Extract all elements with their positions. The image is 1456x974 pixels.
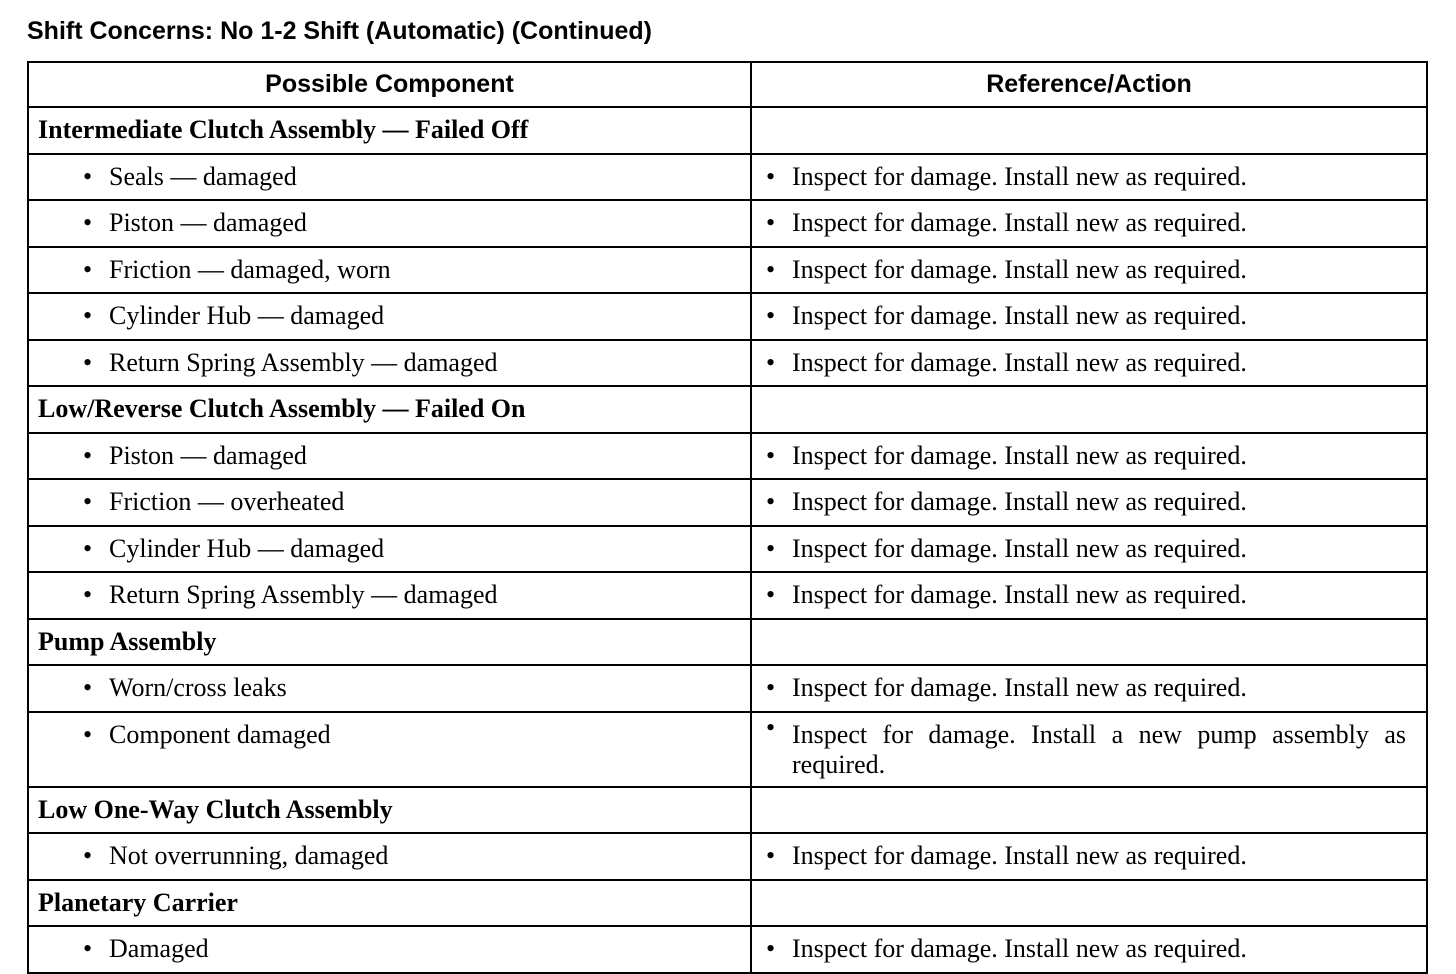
component-text: Cylinder Hub — damaged [109, 301, 385, 330]
bullet-icon: • [83, 841, 93, 870]
action-cell [751, 926, 1427, 973]
component-item [29, 834, 750, 879]
table-row [28, 665, 1427, 712]
bullet-icon: • [766, 934, 776, 963]
component-item [29, 201, 750, 246]
bullet-icon: • [83, 161, 93, 191]
action-cell [751, 154, 1427, 201]
bullet-icon: • [766, 580, 776, 609]
action-item [752, 573, 1426, 618]
bullet-icon: • [83, 673, 93, 702]
component-cell [28, 433, 751, 480]
component-item [29, 155, 750, 200]
group-title: Low/Reverse Clutch Assembly — Failed On [38, 394, 526, 423]
group-title-row [28, 619, 1427, 666]
action-cell [751, 712, 1427, 787]
action-text: Inspect for damage. Install new as required. [792, 487, 1247, 516]
action-text: Inspect for damage. Install a new pump assembly as required. [792, 719, 1406, 779]
group-title-row [28, 386, 1427, 433]
bullet-icon: • [83, 440, 93, 470]
component-cell [28, 247, 751, 294]
group-title-row [28, 107, 1427, 154]
component-text: Return Spring Assembly — damaged [109, 347, 498, 377]
table-row [28, 926, 1427, 973]
table-row [28, 433, 1427, 480]
component-cell [28, 526, 751, 573]
component-item [29, 248, 750, 293]
table-row [28, 340, 1427, 387]
action-cell [751, 200, 1427, 247]
action-item [752, 155, 1426, 200]
component-cell [28, 479, 751, 526]
bullet-icon: • [83, 254, 93, 284]
component-text: Component damaged [109, 719, 331, 749]
component-text: Worn/cross leaks [109, 673, 287, 702]
shift-concerns-table [27, 61, 1428, 974]
header-row [28, 62, 1427, 107]
empty-action-cell [751, 107, 1427, 154]
table-row [28, 833, 1427, 880]
component-cell [28, 200, 751, 247]
empty-action-cell [751, 619, 1427, 666]
component-item [29, 927, 750, 972]
group-title: Planetary Carrier [38, 887, 238, 917]
action-text: Inspect for damage. Install new as required. [792, 161, 1247, 191]
bullet-icon: • [83, 934, 93, 963]
bullet-icon: • [766, 533, 776, 563]
group-title-cell [28, 107, 751, 154]
component-text: Piston — damaged [109, 440, 307, 470]
action-text: Inspect for damage. Install new as required. [792, 934, 1247, 963]
action-text: Inspect for damage. Install new as required. [792, 580, 1247, 609]
reference-action-header: Reference/Action [751, 62, 1427, 107]
action-text: Inspect for damage. Install new as required. [792, 673, 1247, 702]
action-cell [751, 293, 1427, 340]
component-group [28, 880, 1427, 973]
table-row [28, 479, 1427, 526]
component-cell [28, 154, 751, 201]
action-item [752, 480, 1426, 525]
action-cell [751, 479, 1427, 526]
group-title-row [28, 880, 1427, 927]
component-item [29, 573, 750, 618]
table-row [28, 572, 1427, 619]
component-item [29, 434, 750, 479]
component-cell [28, 712, 751, 787]
action-text: Inspect for damage. Install new as required. [792, 533, 1247, 563]
component-cell [28, 293, 751, 340]
action-text: Inspect for damage. Install new as required. [792, 301, 1247, 330]
component-cell [28, 833, 751, 880]
component-cell [28, 665, 751, 712]
group-title-cell [28, 619, 751, 666]
table-row [28, 200, 1427, 247]
group-title-cell [28, 880, 751, 927]
action-item [752, 527, 1426, 572]
bullet-icon: • [83, 580, 93, 609]
component-text: Piston — damaged [109, 208, 307, 237]
action-item [752, 927, 1426, 972]
table-row [28, 712, 1427, 787]
bullet-icon: • [766, 254, 776, 284]
action-text: Inspect for damage. Install new as required. [792, 841, 1247, 870]
empty-action-cell [751, 880, 1427, 927]
component-text: Seals — damaged [109, 161, 297, 191]
action-text: Inspect for damage. Install new as required. [792, 208, 1247, 237]
action-item [752, 434, 1426, 479]
group-title: Pump Assembly [38, 626, 217, 656]
possible-component-header: Possible Component [28, 62, 751, 107]
component-text: Not overrunning, damaged [109, 841, 389, 870]
action-item [752, 341, 1426, 386]
bullet-icon: • [766, 487, 776, 516]
component-text: Return Spring Assembly — damaged [109, 580, 498, 609]
component-group [28, 386, 1427, 619]
bullet-icon: • [766, 161, 776, 191]
component-text: Cylinder Hub — damaged [109, 533, 385, 563]
action-cell [751, 833, 1427, 880]
action-cell [751, 247, 1427, 294]
action-item [752, 666, 1426, 711]
bullet-icon: • [766, 712, 776, 742]
bullet-icon: • [766, 440, 776, 470]
action-text: Inspect for damage. Install new as required. [792, 440, 1247, 470]
component-group [28, 107, 1427, 386]
component-item [29, 294, 750, 339]
component-group [28, 787, 1427, 880]
action-text: Inspect for damage. Install new as required. [792, 254, 1247, 284]
group-title: Low One-Way Clutch Assembly [38, 794, 393, 824]
bullet-icon: • [83, 719, 93, 749]
bullet-icon: • [766, 841, 776, 870]
action-item [752, 248, 1426, 293]
component-text: Friction — overheated [109, 487, 345, 516]
action-cell [751, 526, 1427, 573]
group-title-cell [28, 787, 751, 834]
table-row [28, 293, 1427, 340]
action-item [752, 294, 1426, 339]
component-text: Friction — damaged, worn [109, 254, 391, 284]
group-title: Intermediate Clutch Assembly — Failed Off [38, 115, 529, 144]
action-cell [751, 665, 1427, 712]
component-text: Damaged [109, 934, 209, 963]
bullet-icon: • [83, 487, 93, 516]
component-item [29, 666, 750, 711]
empty-action-cell [751, 787, 1427, 834]
component-cell [28, 926, 751, 973]
bullet-icon: • [766, 673, 776, 702]
bullet-icon: • [766, 347, 776, 377]
bullet-icon: • [766, 301, 776, 330]
component-cell [28, 340, 751, 387]
action-item [752, 713, 1426, 786]
table-row [28, 247, 1427, 294]
bullet-icon: • [766, 208, 776, 237]
component-item [29, 713, 750, 758]
component-group [28, 619, 1427, 787]
action-item [752, 834, 1426, 879]
action-item [752, 201, 1426, 246]
component-item [29, 480, 750, 525]
group-title-row [28, 787, 1427, 834]
group-title-cell [28, 386, 751, 433]
page-title: Shift Concerns: No 1-2 Shift (Automatic) (Continued) [27, 17, 652, 45]
action-cell [751, 572, 1427, 619]
action-text: Inspect for damage. Install new as required. [792, 347, 1247, 377]
component-item [29, 527, 750, 572]
action-cell [751, 340, 1427, 387]
component-cell [28, 572, 751, 619]
bullet-icon: • [83, 301, 93, 330]
table-row [28, 526, 1427, 573]
table-row [28, 154, 1427, 201]
bullet-icon: • [83, 347, 93, 377]
action-cell [751, 433, 1427, 480]
bullet-icon: • [83, 533, 93, 563]
empty-action-cell [751, 386, 1427, 433]
component-item [29, 341, 750, 386]
bullet-icon: • [83, 208, 93, 237]
